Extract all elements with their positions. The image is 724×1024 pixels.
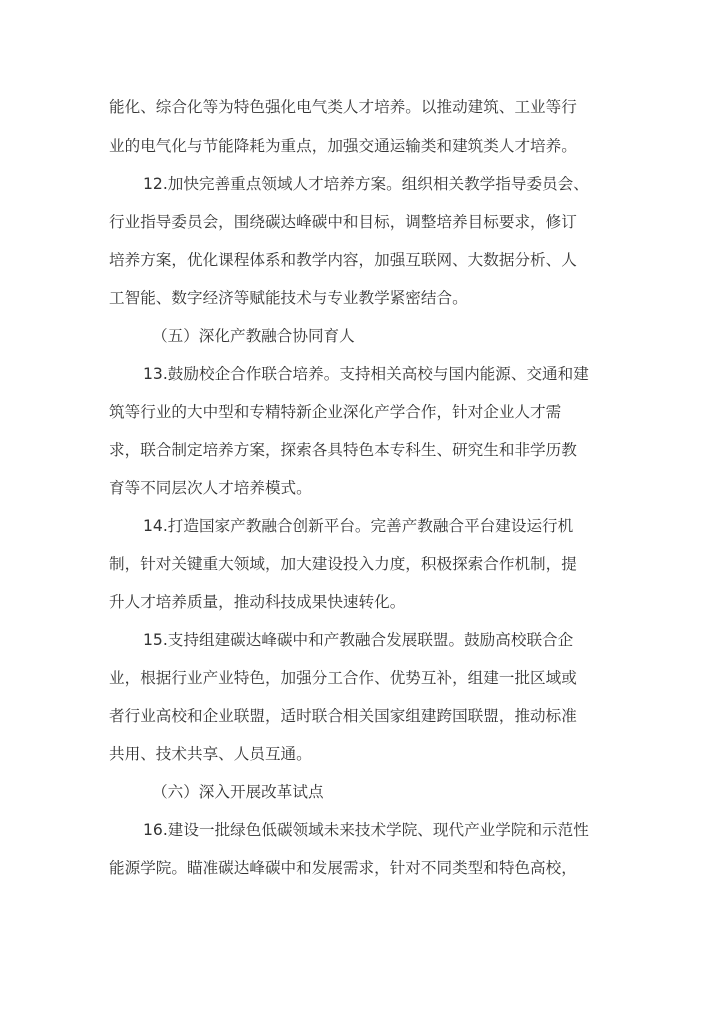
text-line: 业的电气化与节能降耗为重点，加强交通运输类和建筑类人才培养。 [109,137,577,155]
text-line: 者行业高校和企业联盟，适时联合相关国家组建跨国联盟，推动标准 [109,707,577,725]
text-line: 工智能、数字经济等赋能技术与专业教学紧密结合。 [109,289,468,307]
text-line: 培养方案，优化课程体系和教学内容，加强互联网、大数据分析、人 [109,251,577,269]
text-line: 筑等行业的大中型和专精特新企业深化产学合作，针对企业人才需 [109,403,562,421]
text-line: 能源学院。瞄准碳达峰碳中和发展需求，针对不同类型和特色高校， [109,859,577,877]
text-line: 制，针对关键重大领域，加大建设投入力度，积极探索合作机制，提 [109,555,577,573]
text-line: 业，根据行业产业特色，加强分工合作、优势互补，组建一批区域或 [109,669,577,687]
paragraph-start: 14.打造国家产教融合创新平台。完善产教融合平台建设运行机 [143,517,574,535]
paragraph-start: 16.建设一批绿色低碳领域未来技术学院、现代产业学院和示范性 [143,821,589,839]
paragraph-start: 15.支持组建碳达峰碳中和产教融合发展联盟。鼓励高校联合企 [143,631,574,649]
paragraph-start: 13.鼓励校企合作联合培养。支持相关高校与国内能源、交通和建 [143,365,589,383]
text-line: 育等不同层次人才培养模式。 [109,479,312,497]
section-heading: （五）深化产教融合协同育人 [152,327,355,345]
section-heading: （六）深入开展改革试点 [152,783,324,801]
paragraph-start: 12.加快完善重点领域人才培养方案。组织相关教学指导委员会、 [143,175,589,193]
text-line: 升人才培养质量，推动科技成果快速转化。 [109,593,406,611]
text-line: 求，联合制定培养方案，探索各具特色本专科生、研究生和非学历教 [109,441,577,459]
text-line: 能化、综合化等为特色强化电气类人才培养。以推动建筑、工业等行 [109,98,577,116]
text-line: 共用、技术共享、人员互通。 [109,745,312,763]
text-line: 行业指导委员会，围绕碳达峰碳中和目标，调整培养目标要求，修订 [109,213,577,231]
